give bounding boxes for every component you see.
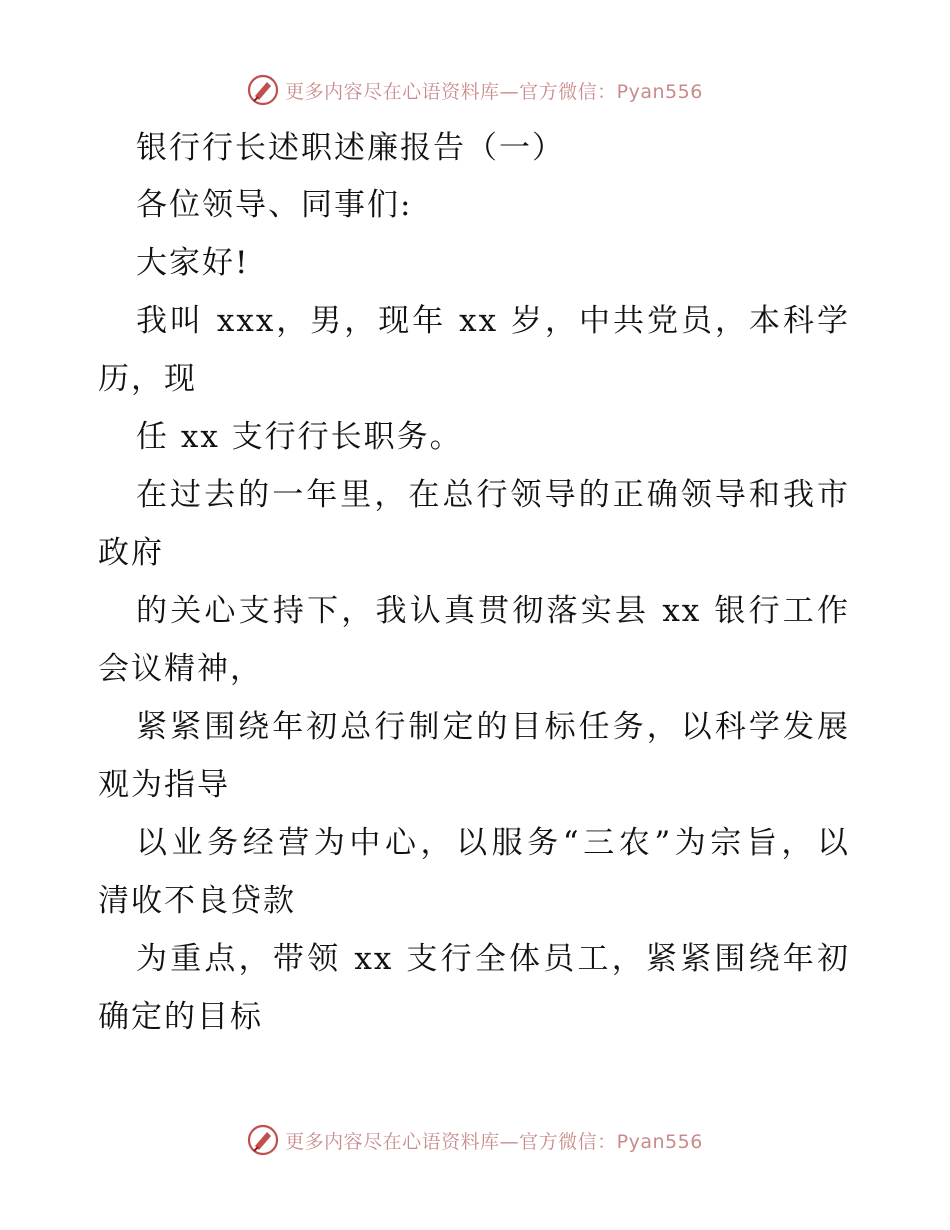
greeting-line: 各位领导、同事们: — [136, 187, 413, 223]
paragraph-line: 任 xx 支行行长职务。 — [136, 419, 463, 455]
footer-watermark-banner — [0, 1122, 950, 1158]
paragraph-line: 我叫 xxx，男，现年 xx 岁，中共党员，本科学 — [136, 303, 850, 339]
paragraph-line: 在过去的一年里，在总行领导的正确领导和我市 — [136, 477, 850, 513]
brand-logo-icon — [247, 1124, 279, 1156]
footer-watermark-text: 更多内容尽在心语资料库—官方微信：Pyan556 — [285, 1130, 703, 1153]
header-watermark-banner — [0, 72, 950, 108]
paragraph-line: 为重点，带领 xx 支行全体员工，紧紧围绕年初 — [136, 941, 850, 977]
paragraph-line: 观为指导 — [98, 767, 230, 803]
paragraph-line: 清收不良贷款 — [98, 883, 296, 919]
document-title: 银行行长述职述廉报告（一） — [136, 130, 565, 166]
paragraph-line: 以业务经营为中心，以服务“三农”为宗旨，以 — [136, 825, 850, 861]
paragraph-line: 的关心支持下，我认真贯彻落实县 xx 银行工作 — [136, 593, 850, 629]
salutation-line: 大家好! — [136, 245, 250, 281]
paragraph-line: 紧紧围绕年初总行制定的目标任务，以科学发展 — [136, 709, 850, 745]
brand-logo-icon — [247, 74, 279, 106]
paragraph-line: 确定的目标 — [98, 999, 263, 1035]
paragraph-line: 政府 — [98, 535, 164, 571]
paragraph-line: 会议精神， — [98, 651, 263, 687]
header-watermark-text: 更多内容尽在心语资料库—官方微信：Pyan556 — [285, 80, 703, 103]
paragraph-line: 历，现 — [98, 361, 197, 397]
